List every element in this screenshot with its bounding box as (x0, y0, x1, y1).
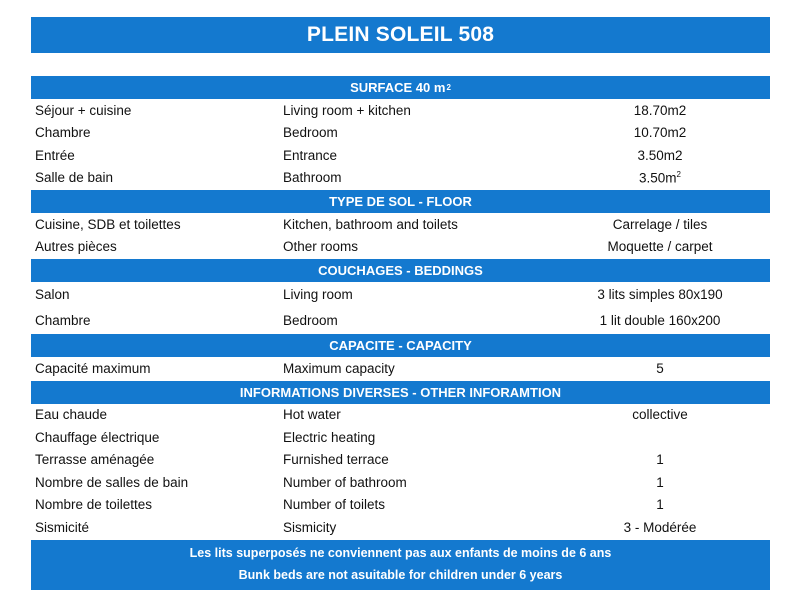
section-header-superscript: 2 (446, 83, 451, 92)
label-en: Bedroom (283, 312, 338, 328)
section-header-label: CAPACITE - CAPACITY (329, 338, 472, 353)
label-fr: Nombre de salles de bain (35, 474, 189, 490)
value (550, 148, 770, 163)
section-header-label: INFORMATIONS DIVERSES - OTHER INFORAMTION (239, 384, 562, 400)
section-header-beddings (31, 258, 770, 282)
label-en: Other rooms (283, 239, 359, 255)
label-en: Bedroom (283, 125, 338, 141)
info-table (31, 75, 770, 590)
table-row (31, 516, 770, 539)
value-text: 1 lit double 160x200 (599, 312, 721, 328)
label-en: Hot water (283, 407, 341, 423)
table-row (31, 282, 770, 308)
label-en: Sismicity (283, 519, 337, 535)
section-header-label: SURFACE 40 m (350, 80, 446, 95)
section-header-label: TYPE DE SOL - FLOOR (329, 194, 472, 209)
label-fr: Séjour + cuisine (35, 102, 132, 118)
value (550, 103, 770, 118)
table-row (31, 167, 770, 190)
value (550, 239, 770, 254)
label-en: Number of toilets (283, 497, 386, 513)
value (550, 475, 770, 490)
value-text: 3.50m (639, 170, 677, 186)
value (550, 170, 770, 186)
value (550, 497, 770, 512)
value-text: 5 (656, 360, 664, 376)
label-en: Kitchen, bathroom and toilets (283, 216, 458, 232)
table-row (31, 449, 770, 472)
table-row (31, 404, 770, 427)
value-text: 3 - Modérée (623, 519, 697, 535)
section-header-other-information (31, 380, 770, 404)
value-text: 1 (656, 474, 664, 490)
label-fr: Salle de bain (35, 170, 114, 186)
value-text: collective (632, 407, 688, 423)
value-text: 1 (656, 452, 664, 468)
table-row (31, 144, 770, 167)
label-fr: Autres pièces (35, 239, 117, 255)
label-en: Furnished terrace (283, 452, 389, 468)
label-en: Electric heating (283, 429, 376, 445)
value-text: 1 (656, 497, 664, 513)
value (550, 287, 770, 302)
value-text: 18.70m2 (633, 102, 687, 118)
section-header-floor (31, 189, 770, 213)
table-row (31, 308, 770, 334)
table-row (31, 471, 770, 494)
value (550, 520, 770, 535)
value (550, 361, 770, 376)
table-row (31, 357, 770, 380)
label-en: Living room + kitchen (283, 102, 411, 118)
label-fr: Chambre (35, 125, 91, 141)
value (550, 125, 770, 140)
table-row (31, 494, 770, 517)
section-header-capacity (31, 333, 770, 357)
notice-line-en: Bunk beds are not asuitable for children under 6 years (238, 567, 563, 582)
label-fr: Cuisine, SDB et toilettes (35, 216, 181, 232)
label-fr: Eau chaude (35, 407, 108, 423)
value-text: Moquette / carpet (607, 239, 713, 255)
table-row (31, 99, 770, 122)
value-text: 10.70m2 (633, 125, 687, 141)
table-row (31, 426, 770, 449)
page-title: PLEIN SOLEIL 508 (31, 17, 770, 53)
label-fr: Sismicité (35, 519, 90, 535)
label-fr: Terrasse aménagée (35, 452, 155, 468)
label-fr: Chambre (35, 312, 91, 328)
label-fr: Salon (35, 287, 70, 303)
table-row (31, 236, 770, 259)
table-row (31, 122, 770, 145)
label-en: Maximum capacity (283, 360, 395, 376)
value-text: 3 lits simples 80x190 (597, 287, 723, 303)
section-header-label: COUCHAGES - BEDDINGS (318, 263, 483, 278)
notice-line-fr: Les lits superposés ne conviennent pas aux enfants de moins de 6 ans (189, 545, 612, 560)
label-en: Number of bathroom (283, 474, 407, 490)
label-fr: Chauffage électrique (35, 429, 160, 445)
label-fr: Capacité maximum (35, 360, 151, 376)
label-en: Living room (283, 287, 353, 303)
bunk-bed-notice (31, 539, 770, 590)
label-en: Bathroom (283, 170, 342, 186)
label-fr: Nombre de toilettes (35, 497, 153, 513)
section-header-surface (31, 75, 770, 99)
value (550, 452, 770, 467)
label-en: Entrance (283, 147, 338, 163)
value-text: 3.50m2 (637, 147, 683, 163)
value (550, 407, 770, 422)
value-text: Carrelage / tiles (612, 216, 708, 232)
value-superscript: 2 (676, 170, 681, 179)
value (550, 217, 770, 232)
table-row (31, 213, 770, 236)
label-fr: Entrée (35, 147, 75, 163)
value (550, 313, 770, 328)
